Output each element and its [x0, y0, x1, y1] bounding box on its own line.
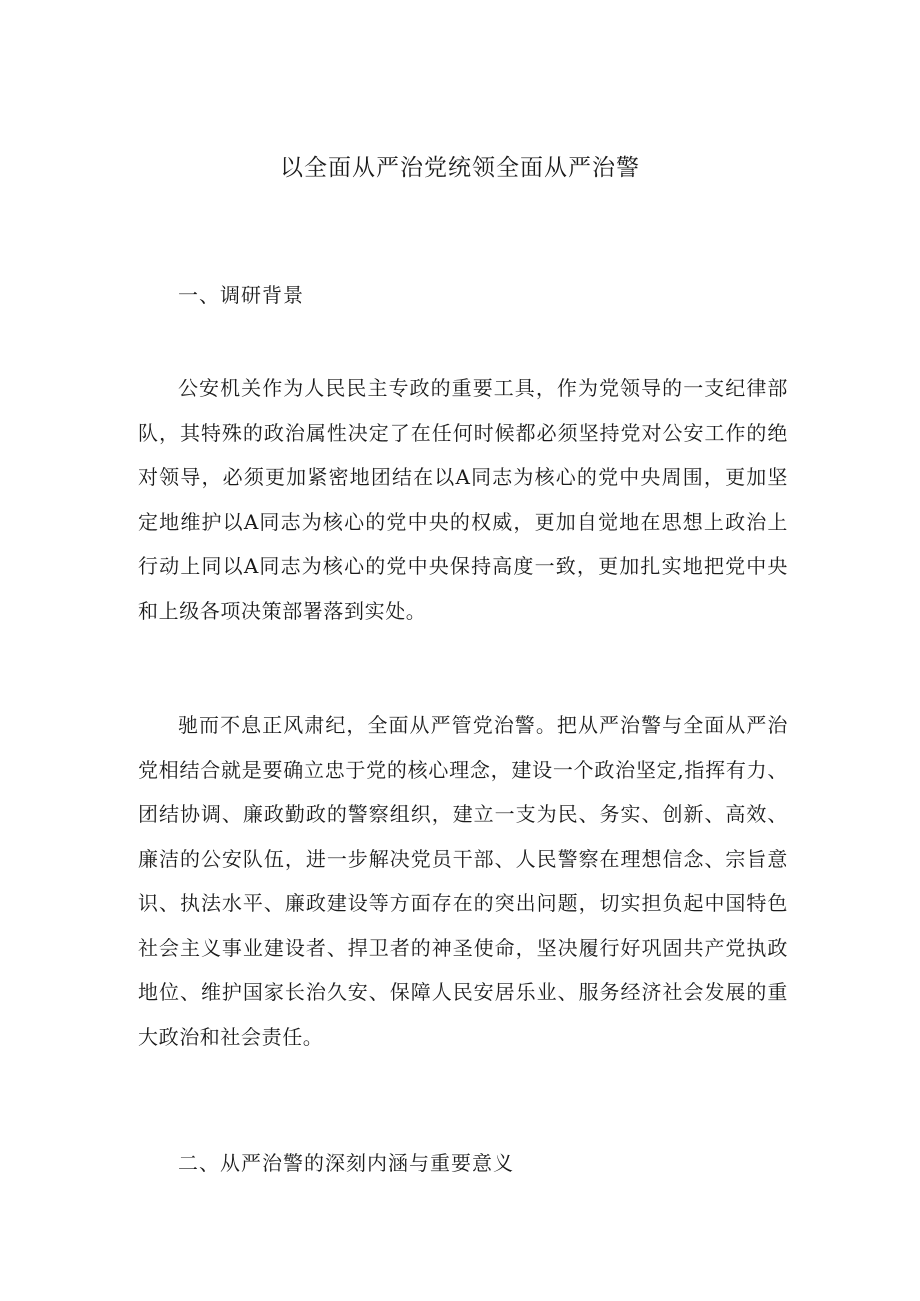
paragraph-strict-police-governance: 驰而不息正风肃纪，全面从严管党治警。把从严治警与全面从严治党相结合就是要确立忠于党的核心理念，建设一个政治坚定,指挥有力、团结协调、廉政勤政的警察组织，建立一支为民、务实、创新、高效、廉洁的公安队伍，进一步解决党员干部、人民警察在理想信念、宗旨意识、执法水平、廉政建设等方面存在的突出问题，切实担负起中国特色社会主义事业建设者、捍卫者的神圣使命，坚决履行好巩固共产党执政地位、维护国家长治久安、保障人民安居乐业、服务经济社会发展的重大政治和社会责任。: [138, 713, 788, 1049]
paragraph-public-security-leadership: 公安机关作为人民民主专政的重要工具，作为党领导的一支纪律部队，其特殊的政治属性决定了在任何时候都必须坚持党对公安工作的绝对领导，必须更加紧密地团结在以A同志为核心的党中央周围，更加坚定地维护以A同志为核心的党中央的权威，更加自觉地在思想上政治上行动上同以A同志为核心的党中央保持高度一致，更加扎实地把党中央和上级各项决策部署落到实处。: [138, 376, 788, 623]
section-heading-connotation-significance: 二、从严治警的深刻内涵与重要意义: [178, 1151, 514, 1175]
section-heading-background: 一、调研背景: [178, 283, 304, 307]
document-title: 以全面从严治党统领全面从严治警: [280, 155, 640, 181]
